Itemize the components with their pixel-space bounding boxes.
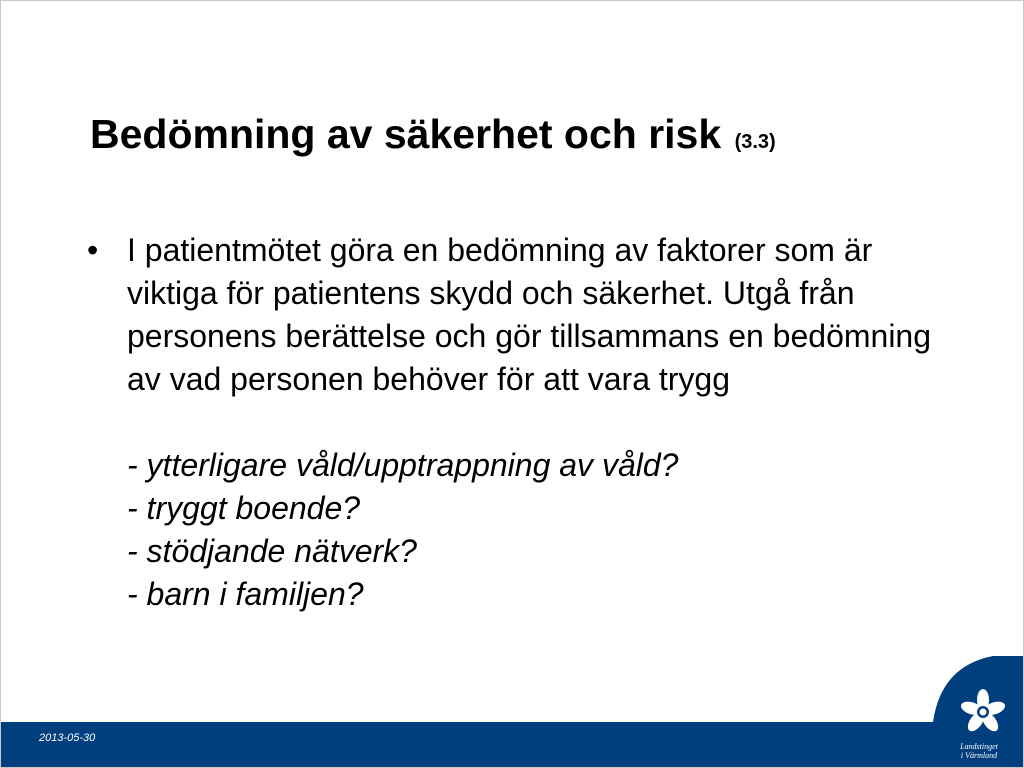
logo-wordmark — [933, 742, 1024, 760]
question-item: - stödjande nätverk? — [127, 533, 417, 569]
question-item: - tryggt boende? — [127, 490, 361, 526]
title-text: Bedömning av säkerhet och risk — [90, 111, 722, 157]
footer-date: 2013-05-30 — [39, 732, 96, 744]
bullet-text: I patientmötet göra en bedömning av faktorer som är viktiga för patientens skydd och säkerhet. Utgå från personens berättelse och gör tillsammans en bedömning av vad personen behöver för att vara trygg — [127, 232, 932, 397]
question-item: - barn i familjen? — [127, 576, 364, 612]
logo-text-line2: i Värmland — [960, 751, 998, 760]
organization-logo — [933, 656, 1024, 768]
bullet-marker: • — [87, 232, 99, 268]
slide-body — [87, 229, 967, 616]
bullet-item — [87, 229, 967, 401]
slide-title — [90, 111, 776, 158]
title-reference: (3.3) — [734, 131, 776, 153]
logo-text-line1: Landstinget — [960, 742, 998, 751]
question-item: - ytterligare våld/upptrappning av våld? — [127, 447, 679, 483]
question-list — [87, 444, 967, 616]
footer-band — [1, 722, 1024, 768]
